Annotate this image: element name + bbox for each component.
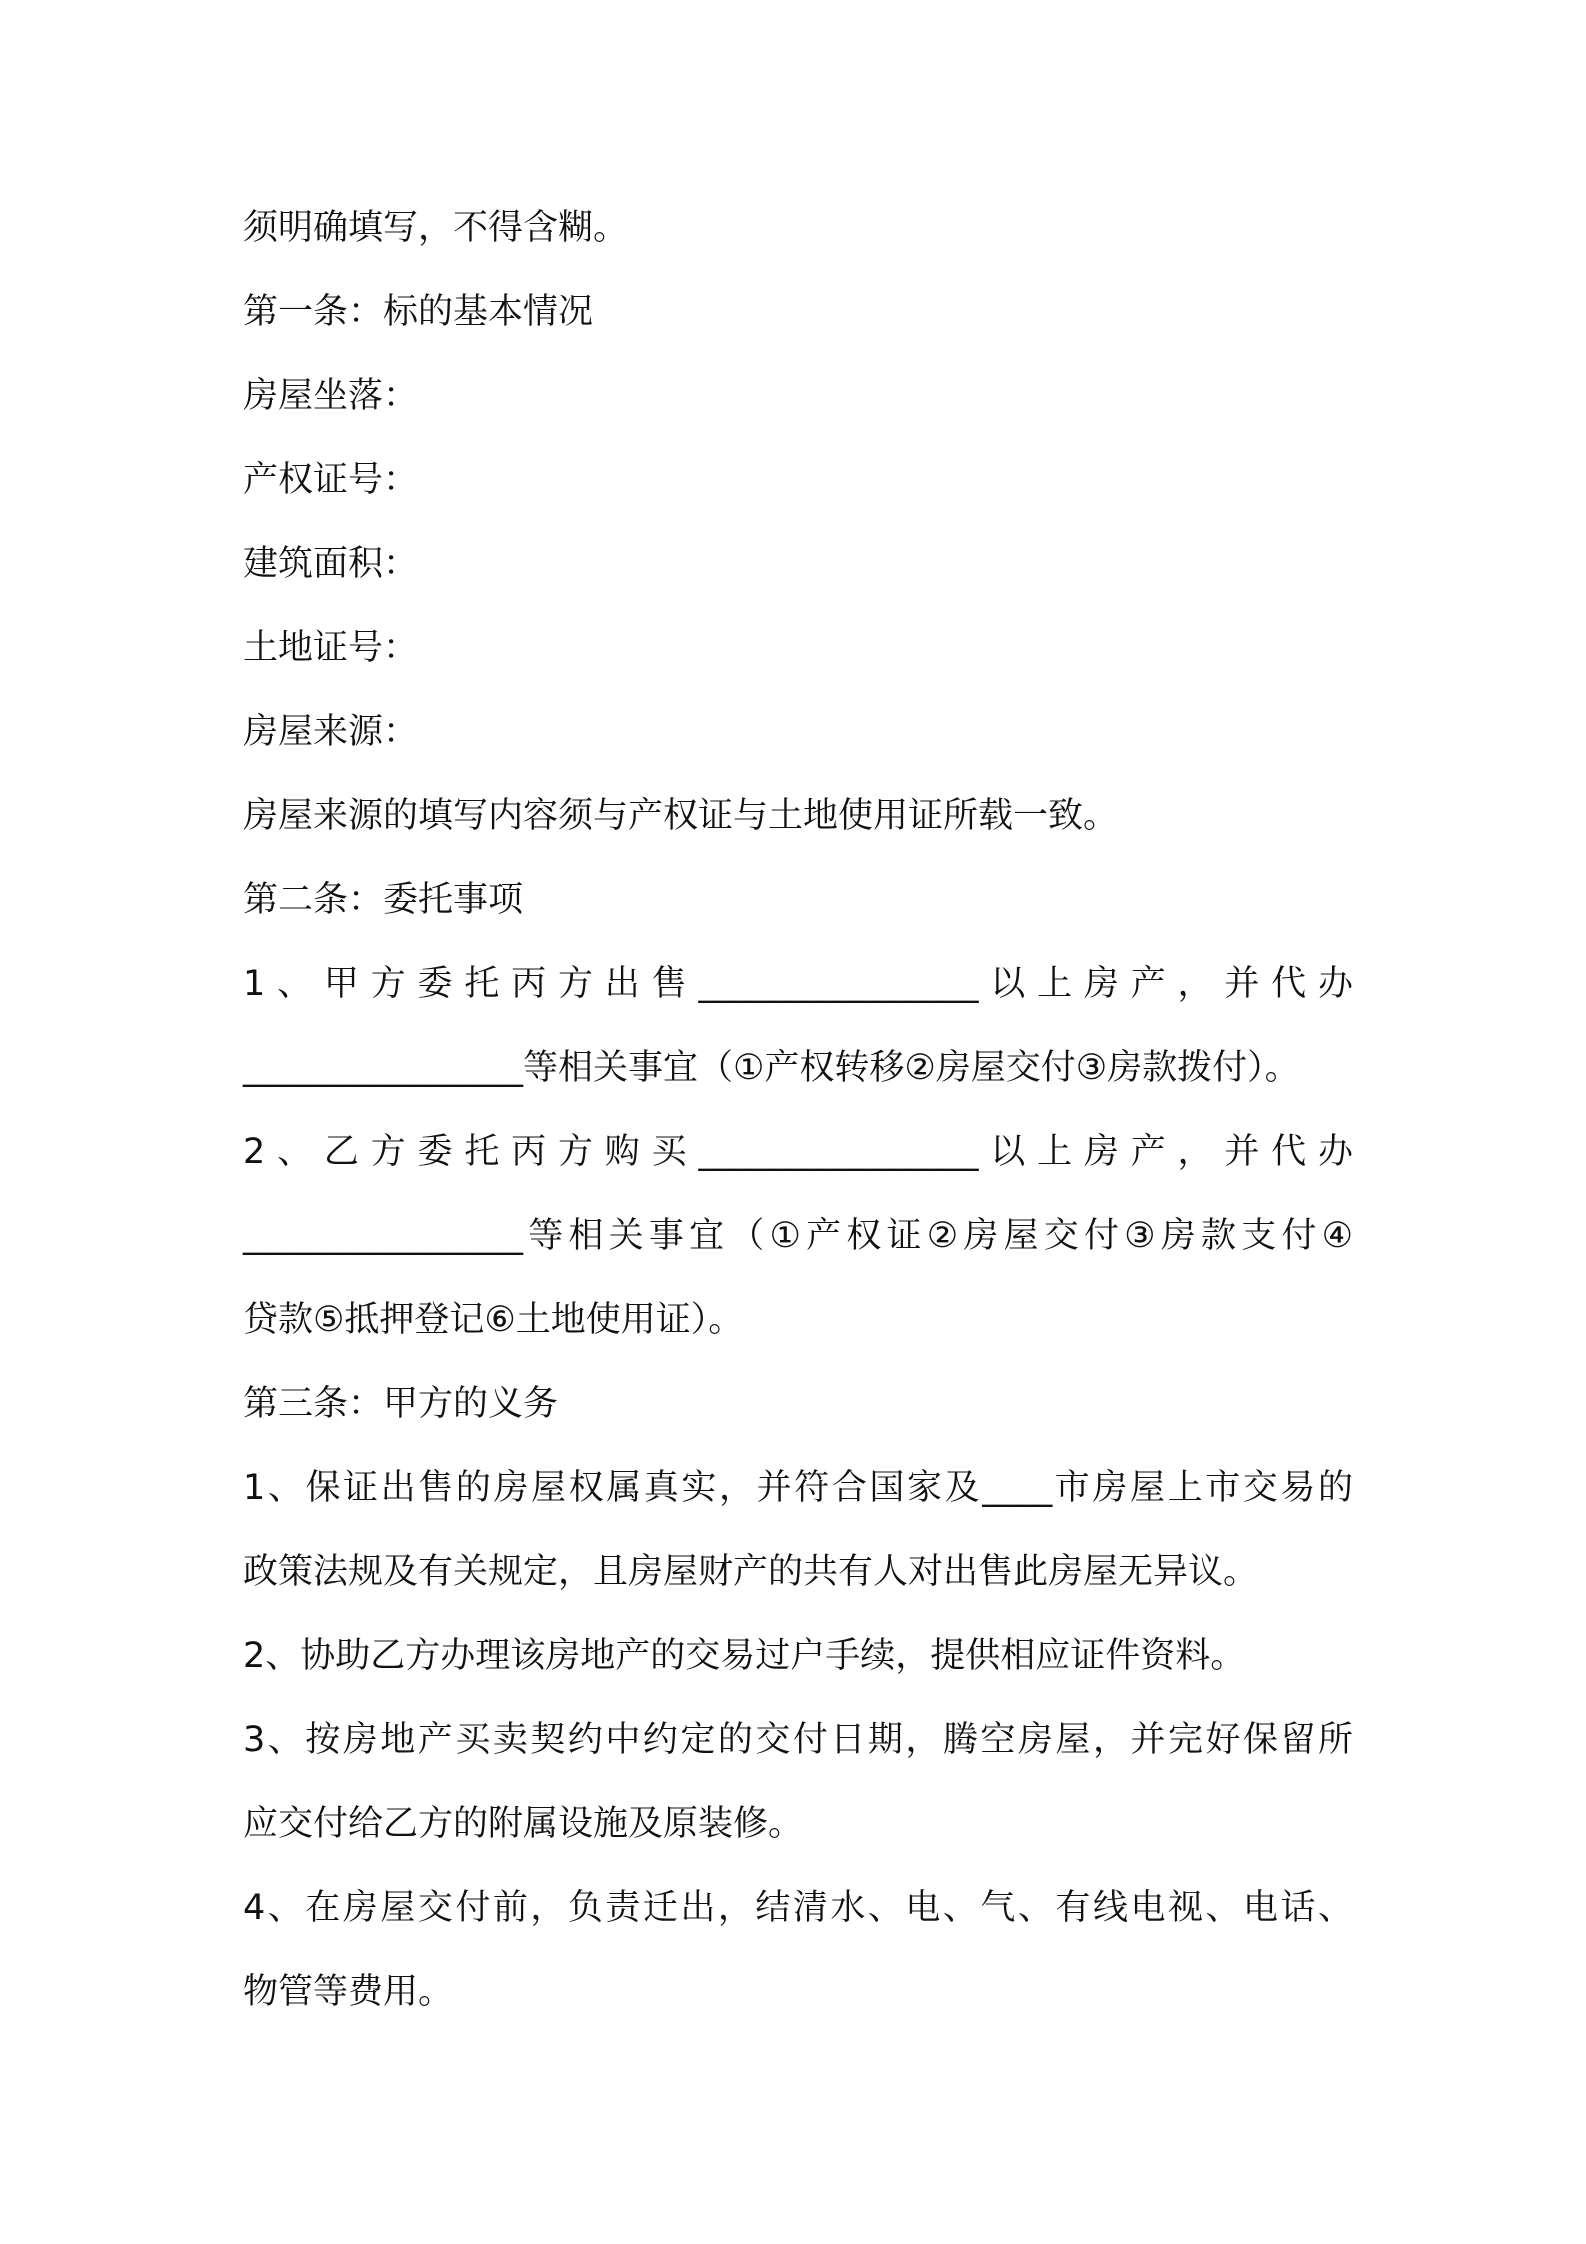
- text-line: 物管等费用。: [243, 1972, 454, 2012]
- text-line: 须明确填写，不得含糊。: [243, 208, 629, 248]
- text-line: 房屋来源的填写内容须与产权证与土地使用证所载一致。: [243, 796, 1119, 836]
- text-line: 2、协助乙方办理该房地产的交易过户手续，提供相应证件资料。: [243, 1636, 1246, 1676]
- text-line: 4、在房屋交付前，负责迁出，结清水、电、气、有线电视、电话、: [243, 1888, 1353, 1928]
- section-heading: 第三条：甲方的义务: [243, 1384, 559, 1424]
- section-heading: 第二条：委托事项: [243, 880, 524, 920]
- field-label: 房屋坐落：: [243, 376, 419, 416]
- field-label: 房屋来源：: [243, 712, 419, 752]
- field-label: 产权证号：: [243, 460, 419, 500]
- field-label: 建筑面积：: [243, 544, 419, 584]
- text-line: 政策法规及有关规定，且房屋财产的共有人对出售此房屋无异议。: [243, 1552, 1259, 1592]
- text-line: 贷款⑤抵押登记⑥土地使用证）。: [243, 1300, 744, 1340]
- text-line: ________________等相关事宜（①产权证②房屋交付③房款支付④: [243, 1216, 1353, 1256]
- text-line: 1、保证出售的房屋权属真实，并符合国家及____市房屋上市交易的: [243, 1468, 1353, 1508]
- text-line: ________________等相关事宜（①产权转移②房屋交付③房款拨付）。: [243, 1048, 1300, 1088]
- section-heading: 第一条：标的基本情况: [243, 292, 594, 332]
- text-line: 3、按房地产买卖契约中约定的交付日期，腾空房屋，并完好保留所: [243, 1720, 1353, 1760]
- text-line: 2、乙方委托丙方购买________________以上房产，并代办: [243, 1132, 1353, 1172]
- text-line: 应交付给乙方的附属设施及原装修。: [243, 1804, 804, 1844]
- text-line: 1、甲方委托丙方出售________________以上房产，并代办: [243, 964, 1353, 1004]
- field-label: 土地证号：: [243, 628, 419, 668]
